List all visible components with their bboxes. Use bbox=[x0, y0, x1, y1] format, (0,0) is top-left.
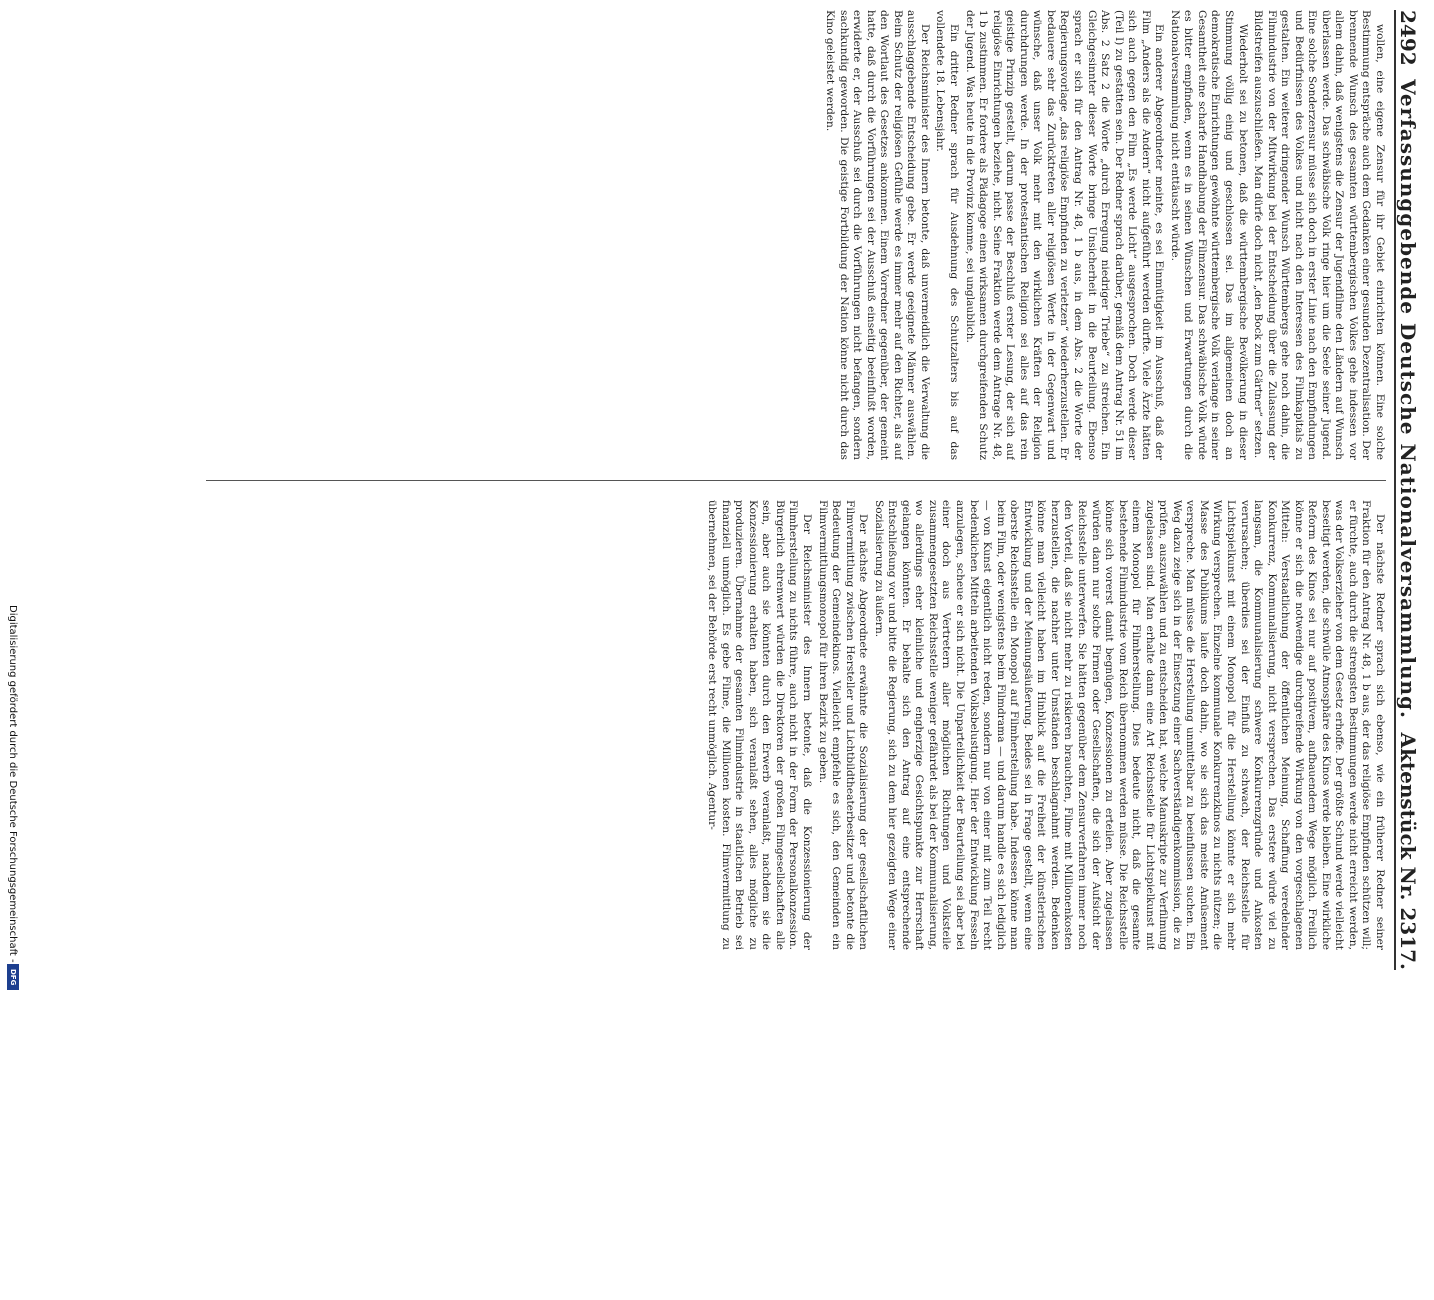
paragraph: wollen, eine eigene Zensur für ihr Gebiet einrichten können. Eine solche Bestimmung entspräche auch dem Gedanken einer gesunden Dezentralisation. Der brennende Wunsch des gesamten württembergischen Volkes gehe indessen vor allem dahin, daß wenigstens die Zensur der Jugendfilme den Ländern auf Wunsch überlassen werde. Das schwäbische Volk ringe hier um die Seele seiner Jugend. Eine solche Sonderzensur müsse sich doch in erster Linie nach den Empfindungen und Bedürfnissen des Volkes und nicht nach den Interessen des Filmkapitals zu gestalten. Ein weiterer dringender Wunsch Württembergs gehe noch dahin, die Filmindustrie von der Mitwirkung bei der Entscheidung über die Zulassung der Bildstreifen auszuschließen. Man dürfe doch nicht „den Bock zum Gärtner“ setzen. bbox=[1252, 10, 1386, 460]
document-page bbox=[182, 10, 1432, 970]
paragraph: Der Reichsminister des Innern betonte, daß die Konzessionierung der Filmherstellung zu nichts führe, auch nicht in der Form der Personalkonzession. Bürgerlich ehrenwert würden die Direktoren der großen Filmgesellschaften alle sein, aber auch sie könnten durch den Erwerb veranlaßt, nachdem sie die Konzessionierung erhalten haben, sich veranlaßt sehen, alles mögliche zu produzieren. Übernahme der gesamten Filmindustrie in staatlichen Betrieb sei finanziell unmöglich. Es gebe Filme, die Millionen kosten. Filmvermittlung zu übernehmen, sei der Behörde erst recht unmöglich. Agentur- bbox=[706, 500, 814, 950]
document-number: Aktenstück Nr. 2317. bbox=[1396, 732, 1420, 970]
page-header bbox=[1394, 10, 1432, 970]
page-title: Verfassunggebende Deutsche Nationalversammlung. bbox=[1396, 79, 1420, 720]
column-divider bbox=[206, 480, 1386, 481]
rotated-page bbox=[472, 10, 1432, 1300]
paragraph: Der nächste Abgeordnete erwähnte die Sozialisierung der gesellschaftlichen Filmvermittlung zwischen Hersteller und Lichtbildtheaterbesitzer und betonte die Bedeutung der Gemeindekinos. Vielleicht empfehle es sich, den Gemeinden ein Filmvermittlungsmonopol für ihren Bezirk zu geben. bbox=[816, 500, 870, 950]
right-column bbox=[182, 500, 1386, 950]
paragraph: Wiederholt sei zu betonen, daß die württembergische Bevölkerung in dieser Stimmung völlig einig und geschlossen sei. Das im allgemeinen doch an demokratische Einrichtungen gewöhnte württembergische Volk verlange in seiner Gesamtheit eine scharfe Handhabung der Filmzensur. Das schwäbische Volk würde es bitter empfinden, wenn es in seinen Wünschen und Erwartungen durch die Nationalversammlung nicht enttäuscht würde. bbox=[1168, 10, 1249, 460]
paragraph: Der Reichsminister des Innern betonte, daß unvermeidlich die Verwaltung die ausschlaggebende Entscheidung gebe. Er werde geeignete Männer auswählen. Beim Schutz der religiösen Gefühle werde es immer mehr auf den Richter, als auf den Wortlaut des Gesetzes ankommen. Einem Vorredner gegenüber, der gemeint hatte, daß durch die Vorführungen sei der Ausschuß einseitig beeinflußt worden, erwiderte er, der Ausschuß sei durch die Vorführungen nicht befangen, sondern sachkundig geworden. Die geistige Fortbildung der Nation könne nicht durch das Kino geleistet werden. bbox=[824, 10, 931, 460]
dfg-logo: DFG bbox=[7, 964, 19, 990]
digitization-credit: Digitalisierung gefördert durch die Deutsche Forschungsgemeinschaft - bbox=[7, 605, 18, 963]
paragraph: Der nächste Redner sprach sich ebenso, wie ein früherer Redner seiner Fraktion für den Antrag Nr. 48, 1 b aus, der das religiöse Empfinden schützen will; er fürchte, auch durch die strengsten Bestimmungen werde nicht erreicht werden, was der Volkserzieher von dem Gesetz erhoffe. Der größte Schund werde vielleicht beseitigt werden, die schwüle Atmosphäre des Kinos werde bleiben. Eine wirkliche Reform des Kinos sei nur auf positivem, aufbauendem Wege möglich. Freilich könne er sich die notwendige durchgreifende Wirkung von den vorgeschlagenen Mitteln: Verstaatlichung der öffentlichen Meinung, Schaffung veredelnder Konkurrenz, Kommunalisierung, nicht versprechen. Das erstere würde viel zu langsam, die Kommunalisierung schwere Konkurrenzgründe und Ankosten verursachen; überdies sei der Einfluß zu schwach, der Reichsstelle für Lichtspielkunst mit einem Monopol für die Herstellung könnte er sich mehr Wirkung versprechen. Einzelne kommunale Konkurrenzkinos zu nichts nützen; die Masse des Publikums laufe doch dahin, wo sie sich das meiste Amüsement verspreche. Man müsse die Herstellung unmittelbar zu beeinflussen suchen. Ein Weg dazu zeige sich in der Einsetzung einer Sachverständigenkommission, die zu prüfen, auszuwählen und zu entscheiden hat, welche Manuskripte zur Verfilmung zugelassen sind. Man erhalte dann eine Art Reichsstelle für Lichtspielkunst mit einem Monopol für Filmherstellung. Dies bedeute nicht, daß die gesamte bestehende Filmindustrie vom Reich übernommen werden müsse. Die Reichsstelle könne sich vorerst damit begnügen, Konzessionen zu erteilen. Aber zugelassen würden dann nur solche Firmen oder Gesellschaften, die sich der Aufsicht der Reichsstelle unterwerfen. Sie hätten gegenüber dem Zensurverfahren immer noch den Vorteil, daß sie nicht mehr zu riskieren brauchten, Filme mit Millionenkosten herzustellen, die nachher unter Umständen beschlagnahmt werden. Bedenken könne man vielleicht haben im Hinblick auf die Freiheit der künstlerischen Entwicklung und der Meinungsäußerung. Beides sei in Frage gestellt, wenn eine oberste Reichsstelle ein Monopol auf Filmherstellung habe. Indessen könne man beim Film, oder wenigstens beim Filmdrama — und darum handle es sich lediglich — von Kunst eigentlich nicht reden, sondern nur von einer mit zum Teil recht bedenklichen Mitteln arbeitenden Volksbelustigung. Hier der Entwicklung Fesseln anzulegen, scheue er sich nicht. Die Unparteilichkeit der Beurteilung sei aber bei einer doch aus Vertretern aller möglichen Richtungen und Volksteile zusammengesetzten Reichsstelle weniger gefährdet als bei der Kommunalisierung, wo allerdings eher kleinliche und engherzige Gesichtspunkte zur Herrschaft gelangen könnten. Er behalte sich den Antrag auf eine entsprechende Entschließung vor und bitte die Regierung, sich zu dem hier gezeigten Wege einer Sozialisierung zu äußern. bbox=[872, 500, 1386, 950]
page-number: 2492 bbox=[1396, 10, 1420, 66]
paragraph: Ein anderer Abgeordneter meinte, es sei Einmütigkeit im Ausschuß, daß der Film „Anders als die Andern“ nicht aufgeführt werden dürfte. Viele Ärzte hätten sich auch gegen den Film „Es werde Licht“ ausgesprochen. Doch werde dieser (Teil I) zu gestatten sein. Der Redner sprach darüber, gemäß dem Antrag Nr. 51 im Abs. 2 Satz 2 die Worte „durch Erregung niedriger Triebe“ zu streichen. Ein Gleichgesinnter dieser Worte bringe Unsicherheit in die Beurteilung. Ebenso sprach er sich für den Antrag Nr. 48, 1 b aus, in dem Abs. 2 die Worte der Regierungsvorlage „das religiöse Empfinden zu verletzen“ wiederherzustellen. Er bedauere sehr das Zurücktreten aller religiösen Werte in der Gegenwart und wünsche, daß unser Volk mehr mit den wirklichen Kräften der Religion durchdrungen werde. In der protestantischen Religion sei alles auf das rein geistige Prinzip gestellt, darum passe der Beschluß erster Lesung, der sich auf religiöse Einrichtungen beziehe, nicht. Seine Fraktion werde dem Antrage Nr. 48, 1 b zustimmen. Er fordere als Pädagoge einen wirksamen durchgreifenden Schutz der Jugend. Was heute in die Provinz komme, sei unglaublich. bbox=[963, 10, 1166, 460]
left-column bbox=[182, 10, 1386, 460]
paragraph: Ein dritter Redner sprach für Ausdehnung des Schutzalters bis auf das vollendete 18. Lebensjahr. bbox=[934, 10, 961, 460]
sidebar bbox=[4, 0, 22, 1000]
